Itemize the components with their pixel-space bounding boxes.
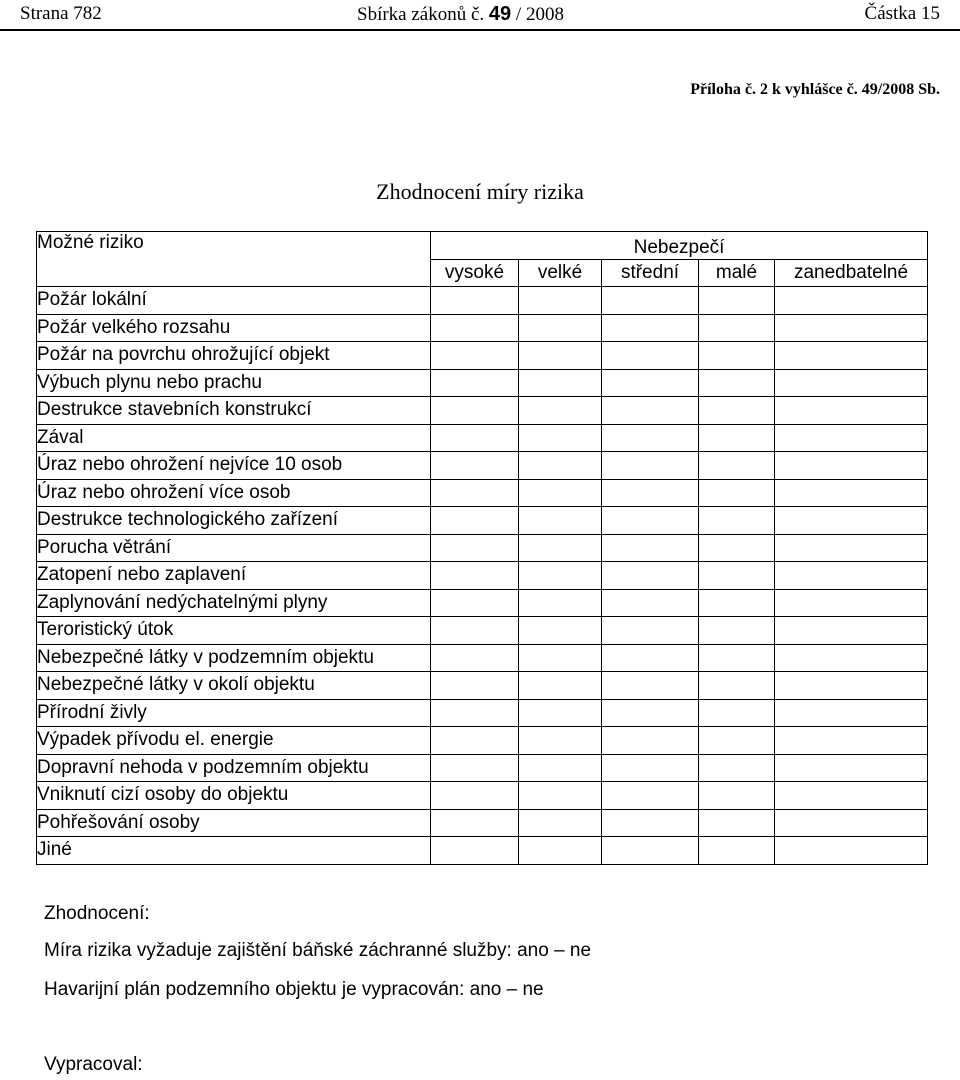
risk-level-cell[interactable] — [519, 424, 602, 452]
table-row — [37, 369, 928, 397]
risk-level-cell[interactable] — [431, 314, 519, 342]
risk-level-cell[interactable] — [431, 287, 519, 315]
risk-level-cell[interactable] — [431, 562, 519, 590]
risk-level-cell[interactable] — [431, 617, 519, 645]
risk-name-cell: Teroristický útok — [37, 617, 431, 645]
risk-level-cell[interactable] — [699, 424, 775, 452]
risk-name-cell: Výpadek přívodu el. energie — [37, 727, 431, 755]
table-row — [37, 727, 928, 755]
risk-table — [36, 231, 928, 865]
author-label: Vypracoval: — [44, 1054, 143, 1075]
table-header-row — [37, 232, 928, 260]
risk-name-cell: Přírodní živly — [37, 699, 431, 727]
risk-level-cell[interactable] — [602, 617, 699, 645]
risk-table-body — [37, 287, 928, 865]
risk-name-cell: Vniknutí cizí osoby do objektu — [37, 782, 431, 810]
risk-level-cell[interactable] — [519, 837, 602, 865]
danger-level-header: zanedbatelné — [775, 259, 928, 287]
table-row — [37, 534, 928, 562]
risk-level-cell[interactable] — [602, 699, 699, 727]
risk-level-cell[interactable] — [699, 369, 775, 397]
risk-level-cell[interactable] — [775, 809, 928, 837]
table-row — [37, 479, 928, 507]
risk-level-cell[interactable] — [699, 644, 775, 672]
collection-number: 49 — [488, 3, 512, 25]
risk-level-cell[interactable] — [775, 617, 928, 645]
risk-level-cell[interactable] — [602, 672, 699, 700]
risk-name-cell: Jiné — [37, 837, 431, 865]
risk-level-cell[interactable] — [775, 534, 928, 562]
risk-level-cell[interactable] — [699, 727, 775, 755]
risk-name-cell: Nebezpečné látky v okolí objektu — [37, 672, 431, 700]
risk-level-cell[interactable] — [602, 507, 699, 535]
risk-level-cell[interactable] — [602, 754, 699, 782]
risk-level-cell[interactable] — [602, 452, 699, 480]
risk-name-cell: Nebezpečné látky v podzemním objektu — [37, 644, 431, 672]
risk-level-cell[interactable] — [602, 397, 699, 425]
risk-level-cell[interactable] — [431, 754, 519, 782]
risk-name-cell: Úraz nebo ohrožení více osob — [37, 479, 431, 507]
danger-level-header: velké — [519, 259, 602, 287]
risk-level-cell[interactable] — [519, 754, 602, 782]
risk-level-cell[interactable] — [519, 452, 602, 480]
risk-level-cell[interactable] — [602, 782, 699, 810]
risk-level-cell[interactable] — [602, 369, 699, 397]
risk-level-cell[interactable] — [775, 837, 928, 865]
risk-name-cell: Požár na povrchu ohrožující objekt — [37, 342, 431, 370]
rescue-service-statement: Míra rizika vyžaduje zajištění báňské záchranné služby: ano – ne — [44, 940, 592, 961]
risk-name-cell: Zával — [37, 424, 431, 452]
risk-level-cell[interactable] — [775, 507, 928, 535]
risk-level-cell[interactable] — [431, 342, 519, 370]
table-row — [37, 397, 928, 425]
risk-level-cell[interactable] — [775, 754, 928, 782]
risk-level-cell[interactable] — [519, 782, 602, 810]
risk-level-cell[interactable] — [775, 287, 928, 315]
risk-level-cell[interactable] — [519, 397, 602, 425]
risk-level-cell[interactable] — [775, 589, 928, 617]
risk-level-cell[interactable] — [431, 589, 519, 617]
table-row — [37, 507, 928, 535]
risk-level-cell[interactable] — [431, 809, 519, 837]
risk-level-cell[interactable] — [775, 342, 928, 370]
risk-level-cell[interactable] — [699, 809, 775, 837]
risk-level-cell[interactable] — [699, 837, 775, 865]
risk-level-cell[interactable] — [519, 507, 602, 535]
risk-level-cell[interactable] — [431, 507, 519, 535]
risk-level-cell[interactable] — [699, 314, 775, 342]
risk-level-cell[interactable] — [699, 562, 775, 590]
table-row — [37, 287, 928, 315]
risk-level-cell[interactable] — [699, 452, 775, 480]
risk-level-cell[interactable] — [519, 699, 602, 727]
risk-level-cell[interactable] — [775, 369, 928, 397]
risk-level-cell[interactable] — [699, 699, 775, 727]
table-row — [37, 699, 928, 727]
risk-level-cell[interactable] — [519, 809, 602, 837]
danger-level-header: vysoké — [431, 259, 519, 287]
risk-level-cell[interactable] — [602, 644, 699, 672]
risk-level-cell[interactable] — [699, 287, 775, 315]
risk-level-cell[interactable] — [775, 397, 928, 425]
table-row — [37, 424, 928, 452]
risk-level-cell[interactable] — [431, 644, 519, 672]
risk-level-cell[interactable] — [431, 782, 519, 810]
risk-level-cell[interactable] — [519, 727, 602, 755]
risk-level-cell[interactable] — [699, 672, 775, 700]
collection-separator: / — [515, 4, 522, 25]
risk-level-cell[interactable] — [519, 314, 602, 342]
risk-level-cell[interactable] — [602, 342, 699, 370]
risk-level-cell[interactable] — [602, 727, 699, 755]
risk-level-cell[interactable] — [699, 754, 775, 782]
page-header — [0, 0, 960, 31]
risk-level-cell[interactable] — [519, 534, 602, 562]
collection-prefix: Sbírka zákonů č. — [357, 4, 485, 25]
risk-level-cell[interactable] — [699, 782, 775, 810]
risk-level-cell[interactable] — [602, 562, 699, 590]
risk-level-cell[interactable] — [775, 424, 928, 452]
danger-column-header: Nebezpečí — [431, 232, 928, 260]
part-number: Částka 15 — [864, 3, 940, 24]
risk-level-cell[interactable] — [519, 479, 602, 507]
risk-level-cell[interactable] — [431, 534, 519, 562]
table-row — [37, 837, 928, 865]
risk-level-cell[interactable] — [431, 837, 519, 865]
risk-level-cell[interactable] — [431, 479, 519, 507]
risk-level-cell[interactable] — [775, 314, 928, 342]
collection-reference — [357, 4, 564, 25]
table-row — [37, 754, 928, 782]
risk-level-cell[interactable] — [431, 452, 519, 480]
page-number: Strana 782 — [20, 3, 102, 24]
risk-level-cell[interactable] — [775, 562, 928, 590]
risk-level-cell[interactable] — [519, 644, 602, 672]
assessment-label: Zhodnocení: — [44, 903, 150, 924]
risk-level-cell[interactable] — [431, 397, 519, 425]
risk-level-cell[interactable] — [602, 314, 699, 342]
risk-name-cell: Porucha větrání — [37, 534, 431, 562]
risk-level-cell[interactable] — [699, 589, 775, 617]
risk-level-cell[interactable] — [699, 342, 775, 370]
risk-level-cell[interactable] — [775, 479, 928, 507]
risk-level-cell[interactable] — [602, 534, 699, 562]
risk-level-cell[interactable] — [431, 727, 519, 755]
risk-level-cell[interactable] — [519, 672, 602, 700]
risk-level-cell[interactable] — [431, 369, 519, 397]
risk-name-cell: Dopravní nehoda v podzemním objektu — [37, 754, 431, 782]
table-row — [37, 617, 928, 645]
risk-level-cell[interactable] — [602, 837, 699, 865]
risk-name-cell: Výbuch plynu nebo prachu — [37, 369, 431, 397]
risk-level-cell[interactable] — [519, 369, 602, 397]
table-row — [37, 314, 928, 342]
risk-level-cell[interactable] — [431, 699, 519, 727]
table-row — [37, 672, 928, 700]
risk-name-cell: Destrukce technologického zařízení — [37, 507, 431, 535]
risk-level-cell[interactable] — [699, 479, 775, 507]
risk-level-cell[interactable] — [775, 727, 928, 755]
risk-name-cell: Zatopení nebo zaplavení — [37, 562, 431, 590]
table-row — [37, 809, 928, 837]
table-row — [37, 562, 928, 590]
risk-name-cell: Úraz nebo ohrožení nejvíce 10 osob — [37, 452, 431, 480]
risk-level-cell[interactable] — [775, 782, 928, 810]
risk-level-cell[interactable] — [699, 397, 775, 425]
risk-level-cell[interactable] — [699, 534, 775, 562]
risk-name-cell: Destrukce stavebních konstrukcí — [37, 397, 431, 425]
table-row — [37, 452, 928, 480]
risk-level-cell[interactable] — [602, 809, 699, 837]
risk-level-cell[interactable] — [775, 699, 928, 727]
table-row — [37, 644, 928, 672]
risk-level-cell[interactable] — [602, 479, 699, 507]
risk-level-cell[interactable] — [775, 672, 928, 700]
emergency-plan-statement: Havarijní plán podzemního objektu je vypracován: ano – ne — [44, 979, 544, 1000]
risk-level-cell[interactable] — [602, 424, 699, 452]
appendix-reference: Příloha č. 2 k vyhlášce č. 49/2008 Sb. — [690, 81, 940, 98]
risk-level-cell[interactable] — [602, 589, 699, 617]
table-row — [37, 782, 928, 810]
risk-level-cell[interactable] — [602, 287, 699, 315]
danger-level-header: střední — [602, 259, 699, 287]
risk-level-cell[interactable] — [775, 644, 928, 672]
risk-level-cell[interactable] — [519, 287, 602, 315]
risk-name-cell: Zaplynování nedýchatelnými plyny — [37, 589, 431, 617]
collection-year: 2008 — [525, 4, 564, 25]
risk-name-cell: Požár lokální — [37, 287, 431, 315]
risk-level-cell[interactable] — [431, 672, 519, 700]
danger-level-header: malé — [699, 259, 775, 287]
table-row — [37, 589, 928, 617]
risk-level-cell[interactable] — [699, 507, 775, 535]
table-row — [37, 342, 928, 370]
risk-level-cell[interactable] — [519, 617, 602, 645]
risk-level-cell[interactable] — [519, 562, 602, 590]
page-title: Zhodnocení míry rizika — [376, 179, 584, 204]
risk-level-cell[interactable] — [519, 589, 602, 617]
risk-column-header: Možné riziko — [37, 232, 431, 287]
risk-level-cell[interactable] — [431, 424, 519, 452]
risk-name-cell: Pohřešování osoby — [37, 809, 431, 837]
risk-level-cell[interactable] — [519, 342, 602, 370]
risk-level-cell[interactable] — [775, 452, 928, 480]
risk-level-cell[interactable] — [699, 617, 775, 645]
risk-name-cell: Požár velkého rozsahu — [37, 314, 431, 342]
